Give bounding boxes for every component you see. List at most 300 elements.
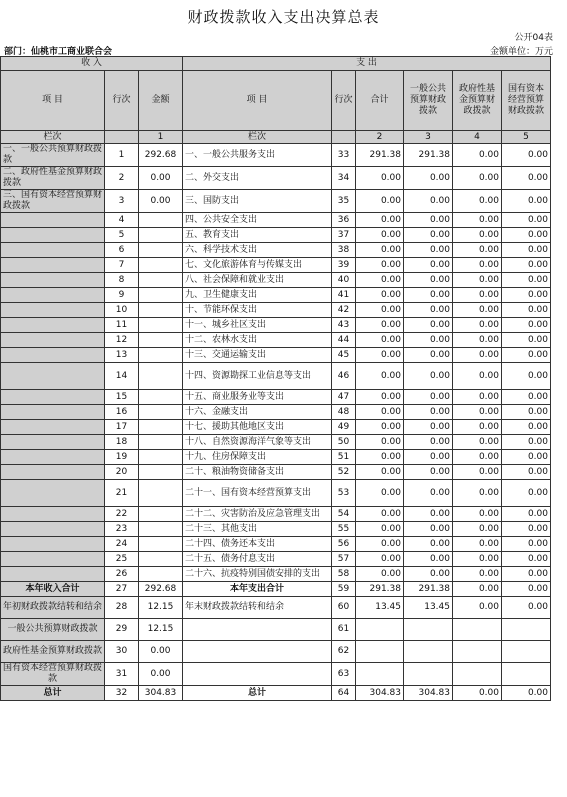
gov-fund-amount: 0.00 [453, 522, 502, 537]
expense-item: 五、教育支出 [183, 228, 332, 243]
income-amount [139, 405, 183, 420]
general-budget-amount: 0.00 [404, 318, 453, 333]
income-amount [139, 507, 183, 522]
income-item [1, 228, 105, 243]
income-item [1, 537, 105, 552]
expense-item: 十二、农林水支出 [183, 333, 332, 348]
income-item [1, 507, 105, 522]
general-budget-amount: 0.00 [404, 405, 453, 420]
general-budget-amount: 0.00 [404, 167, 453, 190]
expense-total: 0.00 [356, 288, 404, 303]
income-row-number: 1 [105, 144, 139, 167]
col-label: 栏次 [183, 131, 332, 144]
income-amount [139, 390, 183, 405]
gov-fund-amount: 0.00 [453, 435, 502, 450]
income-row-number: 27 [105, 582, 139, 597]
gov-fund-amount: 0.00 [453, 213, 502, 228]
income-item: 总计 [1, 686, 105, 701]
expense-item [183, 641, 332, 663]
gov-fund-amount [453, 619, 502, 641]
gov-fund-amount: 0.00 [453, 420, 502, 435]
income-row-number: 31 [105, 663, 139, 686]
income-item [1, 363, 105, 390]
income-row-number: 22 [105, 507, 139, 522]
expense-item: 十八、自然资源海洋气象等支出 [183, 435, 332, 450]
income-row-number: 12 [105, 333, 139, 348]
expense-total: 0.00 [356, 228, 404, 243]
state-capital-amount: 0.00 [502, 303, 551, 318]
income-item [1, 522, 105, 537]
general-budget-amount [404, 641, 453, 663]
income-row-number: 4 [105, 213, 139, 228]
expense-row-number: 42 [332, 303, 356, 318]
table-row [1, 420, 551, 435]
income-row-number: 8 [105, 273, 139, 288]
general-budget-amount [404, 619, 453, 641]
income-amount-header: 金额 [139, 71, 183, 131]
general-budget-amount: 0.00 [404, 243, 453, 258]
table-row [1, 435, 551, 450]
income-item-header: 项 目 [1, 71, 105, 131]
table-row [1, 663, 551, 686]
income-item [1, 303, 105, 318]
gov-fund-amount: 0.00 [453, 303, 502, 318]
table-row [1, 243, 551, 258]
expense-total: 0.00 [356, 567, 404, 582]
table-row [1, 641, 551, 663]
income-amount: 0.00 [139, 190, 183, 213]
income-row-number: 25 [105, 552, 139, 567]
state-capital-amount: 0.00 [502, 507, 551, 522]
general-budget-amount: 0.00 [404, 390, 453, 405]
table-row [1, 567, 551, 582]
unit-label: 金额单位：万元 [489, 47, 553, 57]
expense-item: 四、公共安全支出 [183, 213, 332, 228]
expense-row-number: 62 [332, 641, 356, 663]
expense-row-number: 63 [332, 663, 356, 686]
expense-total: 304.83 [356, 686, 404, 701]
income-amount [139, 288, 183, 303]
gov-fund-amount: 0.00 [453, 363, 502, 390]
income-row-number: 29 [105, 619, 139, 641]
income-item [1, 318, 105, 333]
table-row [1, 522, 551, 537]
expense-row-number: 41 [332, 288, 356, 303]
state-capital-amount: 0.00 [502, 405, 551, 420]
income-item [1, 552, 105, 567]
gov-fund-amount: 0.00 [453, 582, 502, 597]
income-amount [139, 537, 183, 552]
income-row-number: 10 [105, 303, 139, 318]
expense-item: 三、国防支出 [183, 190, 332, 213]
income-row-number: 9 [105, 288, 139, 303]
gov-fund-header: 政府性基金预算财政拨款 [453, 71, 502, 131]
income-item: 国有资本经营预算财政拨款 [1, 663, 105, 686]
expense-total: 0.00 [356, 190, 404, 213]
table-row [1, 450, 551, 465]
expense-total: 0.00 [356, 552, 404, 567]
income-amount [139, 243, 183, 258]
table-row [1, 465, 551, 480]
income-amount: 12.15 [139, 597, 183, 619]
general-budget-amount: 0.00 [404, 522, 453, 537]
income-amount [139, 318, 183, 333]
expense-item: 七、文化旅游体育与传媒支出 [183, 258, 332, 273]
expense-item: 二十三、其他支出 [183, 522, 332, 537]
income-item [1, 288, 105, 303]
state-capital-header: 国有资本经营预算财政拨款 [502, 71, 551, 131]
expense-row-number: 50 [332, 435, 356, 450]
expense-total: 0.00 [356, 450, 404, 465]
state-capital-amount: 0.00 [502, 333, 551, 348]
expense-row-number: 46 [332, 363, 356, 390]
income-item: 一般公共预算财政拨款 [1, 619, 105, 641]
gov-fund-amount: 0.00 [453, 144, 502, 167]
gov-fund-amount: 0.00 [453, 465, 502, 480]
col-blank [332, 131, 356, 144]
income-amount [139, 348, 183, 363]
income-row-number: 24 [105, 537, 139, 552]
income-row-number: 13 [105, 348, 139, 363]
general-budget-amount: 291.38 [404, 582, 453, 597]
finance-summary-table [0, 56, 551, 701]
form-number: 公开04表 [514, 33, 553, 43]
table-row [1, 190, 551, 213]
income-amount [139, 363, 183, 390]
income-row-number: 18 [105, 435, 139, 450]
income-row-number: 30 [105, 641, 139, 663]
expense-total: 0.00 [356, 318, 404, 333]
general-budget-amount: 0.00 [404, 537, 453, 552]
expense-row-number: 36 [332, 213, 356, 228]
income-row-number: 15 [105, 390, 139, 405]
gov-fund-amount: 0.00 [453, 288, 502, 303]
table-row [1, 167, 551, 190]
expense-total [356, 663, 404, 686]
state-capital-amount: 0.00 [502, 465, 551, 480]
expense-total [356, 641, 404, 663]
state-capital-amount: 0.00 [502, 567, 551, 582]
expense-total: 0.00 [356, 465, 404, 480]
income-row-number: 21 [105, 480, 139, 507]
expense-row-number: 61 [332, 619, 356, 641]
expense-item: 本年支出合计 [183, 582, 332, 597]
expense-row-number: 54 [332, 507, 356, 522]
table-row [1, 303, 551, 318]
department-label: 部门：仙桃市工商业联合会 [4, 47, 113, 57]
income-item [1, 213, 105, 228]
table-row [1, 348, 551, 363]
income-amount: 0.00 [139, 641, 183, 663]
col-index: 2 [356, 131, 404, 144]
expense-item: 二十六、抗疫特别国债安排的支出 [183, 567, 332, 582]
expense-item: 年末财政拨款结转和结余 [183, 597, 332, 619]
expense-row-number: 38 [332, 243, 356, 258]
gov-fund-amount: 0.00 [453, 273, 502, 288]
state-capital-amount: 0.00 [502, 522, 551, 537]
expense-row-number: 47 [332, 390, 356, 405]
general-budget-amount: 0.00 [404, 258, 453, 273]
income-row-number: 14 [105, 363, 139, 390]
general-budget-amount: 13.45 [404, 597, 453, 619]
expense-row-number: 43 [332, 318, 356, 333]
gov-fund-amount: 0.00 [453, 537, 502, 552]
expense-total: 0.00 [356, 420, 404, 435]
income-amount: 292.68 [139, 582, 183, 597]
table-row [1, 318, 551, 333]
table-row [1, 686, 551, 701]
expense-total [356, 619, 404, 641]
table-row [1, 273, 551, 288]
col-label: 栏次 [1, 131, 105, 144]
state-capital-amount: 0.00 [502, 537, 551, 552]
expense-row-number: 58 [332, 567, 356, 582]
income-row-number: 23 [105, 522, 139, 537]
income-item [1, 405, 105, 420]
state-capital-amount: 0.00 [502, 363, 551, 390]
expense-row-number: 49 [332, 420, 356, 435]
income-item [1, 273, 105, 288]
income-row-number: 28 [105, 597, 139, 619]
state-capital-amount: 0.00 [502, 258, 551, 273]
expense-row-number: 34 [332, 167, 356, 190]
gov-fund-amount: 0.00 [453, 190, 502, 213]
table-row [1, 258, 551, 273]
general-budget-amount: 0.00 [404, 363, 453, 390]
income-amount [139, 567, 183, 582]
income-item [1, 480, 105, 507]
expense-row-number: 45 [332, 348, 356, 363]
general-budget-amount: 0.00 [404, 190, 453, 213]
gov-fund-amount: 0.00 [453, 390, 502, 405]
income-row-number: 6 [105, 243, 139, 258]
state-capital-amount: 0.00 [502, 582, 551, 597]
expense-item: 二十五、债务付息支出 [183, 552, 332, 567]
income-amount [139, 522, 183, 537]
state-capital-amount: 0.00 [502, 435, 551, 450]
general-budget-amount: 0.00 [404, 213, 453, 228]
expense-total: 291.38 [356, 144, 404, 167]
expense-row-number: 35 [332, 190, 356, 213]
income-item [1, 420, 105, 435]
state-capital-amount: 0.00 [502, 390, 551, 405]
gov-fund-amount: 0.00 [453, 507, 502, 522]
state-capital-amount [502, 619, 551, 641]
general-budget-amount: 0.00 [404, 288, 453, 303]
income-amount: 12.15 [139, 619, 183, 641]
table-row [1, 390, 551, 405]
table-row [1, 597, 551, 619]
expense-item: 十、节能环保支出 [183, 303, 332, 318]
expense-item: 九、卫生健康支出 [183, 288, 332, 303]
expense-item: 十三、交通运输支出 [183, 348, 332, 363]
expense-item: 二十一、国有资本经营预算支出 [183, 480, 332, 507]
gov-fund-amount: 0.00 [453, 348, 502, 363]
income-rowno-header: 行次 [105, 71, 139, 131]
income-row-number: 5 [105, 228, 139, 243]
gov-fund-amount: 0.00 [453, 228, 502, 243]
table-row [1, 144, 551, 167]
expense-total: 0.00 [356, 507, 404, 522]
income-row-number: 3 [105, 190, 139, 213]
expense-row-number: 40 [332, 273, 356, 288]
expense-total: 0.00 [356, 537, 404, 552]
expense-item [183, 663, 332, 686]
general-budget-amount: 0.00 [404, 450, 453, 465]
income-row-number: 7 [105, 258, 139, 273]
general-budget-amount [404, 663, 453, 686]
gov-fund-amount: 0.00 [453, 552, 502, 567]
income-item [1, 435, 105, 450]
expense-row-number: 39 [332, 258, 356, 273]
gov-fund-amount: 0.00 [453, 405, 502, 420]
income-amount: 292.68 [139, 144, 183, 167]
income-item [1, 465, 105, 480]
gov-fund-amount: 0.00 [453, 318, 502, 333]
income-amount: 0.00 [139, 663, 183, 686]
general-budget-amount: 0.00 [404, 465, 453, 480]
expense-item [183, 619, 332, 641]
expense-total: 13.45 [356, 597, 404, 619]
income-item [1, 450, 105, 465]
expense-row-number: 33 [332, 144, 356, 167]
income-item: 政府性基金预算财政拨款 [1, 641, 105, 663]
state-capital-amount: 0.00 [502, 273, 551, 288]
expense-item: 二十四、债务还本支出 [183, 537, 332, 552]
general-budget-amount: 0.00 [404, 420, 453, 435]
income-amount [139, 213, 183, 228]
general-budget-amount: 0.00 [404, 333, 453, 348]
expense-row-number: 44 [332, 333, 356, 348]
state-capital-amount: 0.00 [502, 167, 551, 190]
expense-item: 十七、援助其他地区支出 [183, 420, 332, 435]
gov-fund-amount: 0.00 [453, 450, 502, 465]
state-capital-amount: 0.00 [502, 213, 551, 228]
income-row-number: 32 [105, 686, 139, 701]
expense-row-number: 59 [332, 582, 356, 597]
income-item [1, 567, 105, 582]
expense-item: 总计 [183, 686, 332, 701]
income-amount [139, 333, 183, 348]
income-row-number: 19 [105, 450, 139, 465]
table-row [1, 288, 551, 303]
income-amount: 304.83 [139, 686, 183, 701]
state-capital-amount: 0.00 [502, 450, 551, 465]
general-budget-amount: 0.00 [404, 480, 453, 507]
expense-item: 二十二、灾害防治及应急管理支出 [183, 507, 332, 522]
expense-total: 0.00 [356, 213, 404, 228]
table-row [1, 582, 551, 597]
general-budget-amount: 0.00 [404, 273, 453, 288]
state-capital-amount: 0.00 [502, 348, 551, 363]
col-index: 4 [453, 131, 502, 144]
gov-fund-amount [453, 641, 502, 663]
expense-row-number: 55 [332, 522, 356, 537]
gov-fund-amount: 0.00 [453, 167, 502, 190]
general-budget-amount: 0.00 [404, 303, 453, 318]
general-budget-amount: 304.83 [404, 686, 453, 701]
expense-total: 0.00 [356, 363, 404, 390]
expense-item: 二十、粮油物资储备支出 [183, 465, 332, 480]
income-item [1, 390, 105, 405]
state-capital-amount: 0.00 [502, 480, 551, 507]
table-row [1, 552, 551, 567]
general-budget-amount: 0.00 [404, 507, 453, 522]
income-item: 三、国有资本经营预算财政拨款 [1, 190, 105, 213]
expense-total: 0.00 [356, 348, 404, 363]
general-budget-amount: 291.38 [404, 144, 453, 167]
income-amount [139, 258, 183, 273]
expense-row-number: 52 [332, 465, 356, 480]
total-header: 合计 [356, 71, 404, 131]
income-amount [139, 480, 183, 507]
gov-fund-amount [453, 663, 502, 686]
table-row [1, 333, 551, 348]
col-index: 3 [404, 131, 453, 144]
general-budget-amount: 0.00 [404, 435, 453, 450]
gov-fund-amount: 0.00 [453, 597, 502, 619]
state-capital-amount: 0.00 [502, 597, 551, 619]
income-amount [139, 303, 183, 318]
expense-item: 十一、城乡社区支出 [183, 318, 332, 333]
gov-fund-amount: 0.00 [453, 480, 502, 507]
income-row-number: 11 [105, 318, 139, 333]
expense-total: 0.00 [356, 480, 404, 507]
income-row-number: 26 [105, 567, 139, 582]
expense-total: 0.00 [356, 405, 404, 420]
state-capital-amount: 0.00 [502, 420, 551, 435]
table-row [1, 228, 551, 243]
expense-total: 0.00 [356, 273, 404, 288]
expense-total: 0.00 [356, 303, 404, 318]
income-item [1, 333, 105, 348]
expense-rowno-header: 行次 [332, 71, 356, 131]
expense-total: 0.00 [356, 522, 404, 537]
state-capital-amount [502, 663, 551, 686]
state-capital-amount: 0.00 [502, 190, 551, 213]
income-amount [139, 552, 183, 567]
income-item: 一、一般公共预算财政拨款 [1, 144, 105, 167]
income-row-number: 2 [105, 167, 139, 190]
expense-header: 支 出 [183, 57, 551, 71]
table-row [1, 507, 551, 522]
state-capital-amount: 0.00 [502, 686, 551, 701]
expense-total: 0.00 [356, 167, 404, 190]
income-item [1, 258, 105, 273]
income-row-number: 16 [105, 405, 139, 420]
income-amount [139, 465, 183, 480]
expense-item-header: 项 目 [183, 71, 332, 131]
income-amount: 0.00 [139, 167, 183, 190]
expense-row-number: 64 [332, 686, 356, 701]
table-row [1, 480, 551, 507]
income-item [1, 243, 105, 258]
income-row-number: 17 [105, 420, 139, 435]
expense-item: 十六、金融支出 [183, 405, 332, 420]
income-item: 年初财政拨款结转和结余 [1, 597, 105, 619]
gov-fund-amount: 0.00 [453, 243, 502, 258]
table-row [1, 405, 551, 420]
gov-fund-amount: 0.00 [453, 567, 502, 582]
expense-row-number: 37 [332, 228, 356, 243]
expense-item: 二、外交支出 [183, 167, 332, 190]
expense-total: 0.00 [356, 243, 404, 258]
expense-total: 291.38 [356, 582, 404, 597]
col-blank [105, 131, 139, 144]
expense-total: 0.00 [356, 435, 404, 450]
state-capital-amount: 0.00 [502, 228, 551, 243]
income-item: 本年收入合计 [1, 582, 105, 597]
